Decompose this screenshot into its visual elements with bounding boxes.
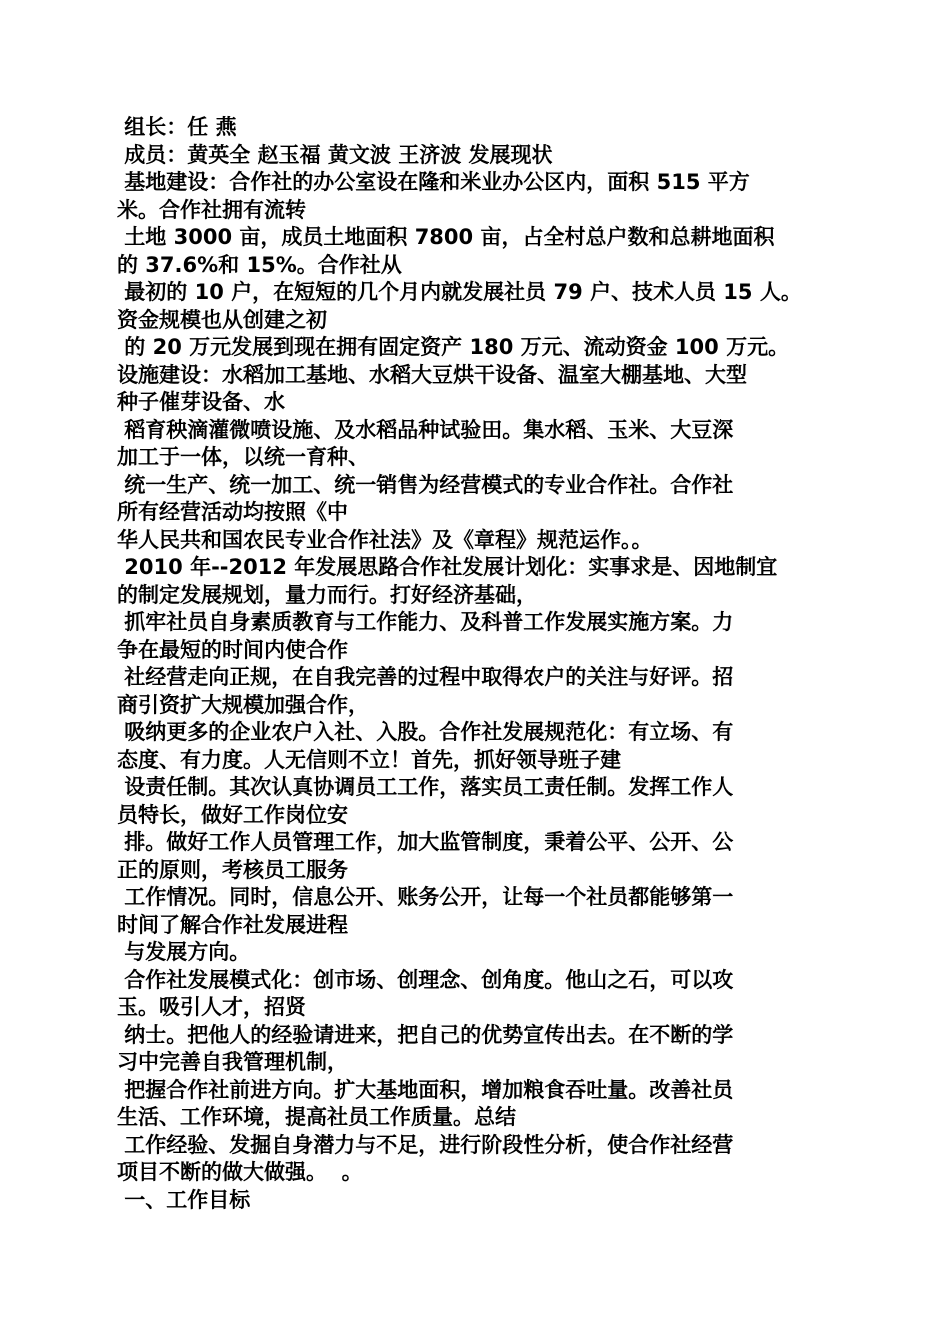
- text-line: 商引资扩大规模加强合作，: [117, 692, 369, 717]
- text-line: 的制定发展规划，量力而行。打好经济基础，: [117, 582, 537, 607]
- text-line: 的 37.6%和 15%。合作社从: [117, 252, 402, 277]
- text-line: 最初的 10 户，在短短的几个月内就发展社员 79 户、技术人员 15 人。: [117, 280, 802, 304]
- text-line: 加工于一体，以统一育种、: [117, 445, 369, 469]
- text-line: 组长：任 燕: [117, 115, 237, 139]
- text-line: 土地 3000 亩，成员土地面积 7800 亩，占全村总户数和总耕地面积: [117, 225, 775, 249]
- text-line: 稻育秧滴灌微喷设施、及水稻品种试验田。集水稻、玉米、大豆深: [117, 417, 734, 442]
- text-line: 玉。吸引人才，招贤: [117, 995, 306, 1019]
- text-line: 种子催芽设备、水: [117, 390, 285, 414]
- text-line: 的 20 万元发展到现在拥有固定资产 180 万元、流动资金 100 万元。: [117, 335, 790, 359]
- text-line: 纳士。把他人的经验请进来，把自己的优势宣传出去。在不断的学: [117, 1022, 734, 1047]
- text-line: 项目不断的做大做强。 。: [117, 1160, 363, 1184]
- text-line: 所有经营活动均按照《中: [117, 500, 348, 524]
- text-line: 设责任制。其次认真协调员工工作，落实员工责任制。发挥工作人: [117, 775, 734, 799]
- text-line: 工作经验、发掘自身潜力与不足，进行阶段性分析，使合作社经营: [117, 1132, 734, 1157]
- text-line: 抓牢社员自身素质教育与工作能力、及科普工作发展实施方案。力: [117, 610, 734, 634]
- text-line: 习中完善自我管理机制，: [117, 1050, 348, 1074]
- text-line: 华人民共和国农民专业合作社法》及《章程》规范运作。。: [117, 527, 653, 552]
- text-line: 吸纳更多的企业农户入社、入股。合作社发展规范化：有立场、有: [117, 720, 734, 744]
- text-line: 设施建设：水稻加工基地、水稻大豆烘干设备、温室大棚基地、大型: [117, 362, 747, 387]
- text-line: 米。合作社拥有流转: [117, 197, 306, 222]
- text-line: 排。做好工作人员管理工作，加大监管制度，秉着公平、公开、公: [117, 830, 734, 854]
- text-line: 社经营走向正规，在自我完善的过程中取得农户的关注与好评。招: [117, 665, 734, 689]
- text-line: 争在最短的时间内使合作: [117, 637, 348, 662]
- text-line: 把握合作社前进方向。扩大基地面积，增加粮食吞吐量。改善社员: [117, 1077, 734, 1102]
- text-line: 合作社发展模式化：创市场、创理念、创角度。他山之石，可以攻: [117, 967, 734, 992]
- text-line: 员特长，做好工作岗位安: [117, 802, 348, 827]
- text-line: 时间了解合作社发展进程: [117, 912, 348, 937]
- text-line: 正的原则，考核员工服务: [117, 857, 348, 882]
- text-line: 基地建设：合作社的办公室设在隆和米业办公区内，面积 515 平方: [117, 170, 750, 194]
- text-line: 统一生产、统一加工、统一销售为经营模式的专业合作社。合作社: [117, 472, 734, 497]
- text-line: 与发展方向。: [117, 940, 251, 964]
- text-line: 2010 年--2012 年发展思路合作社发展计划化：实事求是、因地制宜: [117, 555, 778, 579]
- text-line: 生活、工作环境，提高社员工作质量。总结: [117, 1105, 516, 1129]
- text-line: 态度、有力度。人无信则不立！首先，抓好领导班子建: [117, 747, 621, 772]
- text-line: 成员：黄英全 赵玉福 黄文波 王济波 发展现状: [117, 142, 553, 167]
- text-line: 资金规模也从创建之初: [117, 307, 327, 332]
- section-heading: 一、工作目标: [117, 1187, 251, 1212]
- document-body: [117, 114, 837, 1214]
- text-line: 工作情况。同时，信息公开、账务公开，让每一个社员都能够第一: [117, 885, 734, 909]
